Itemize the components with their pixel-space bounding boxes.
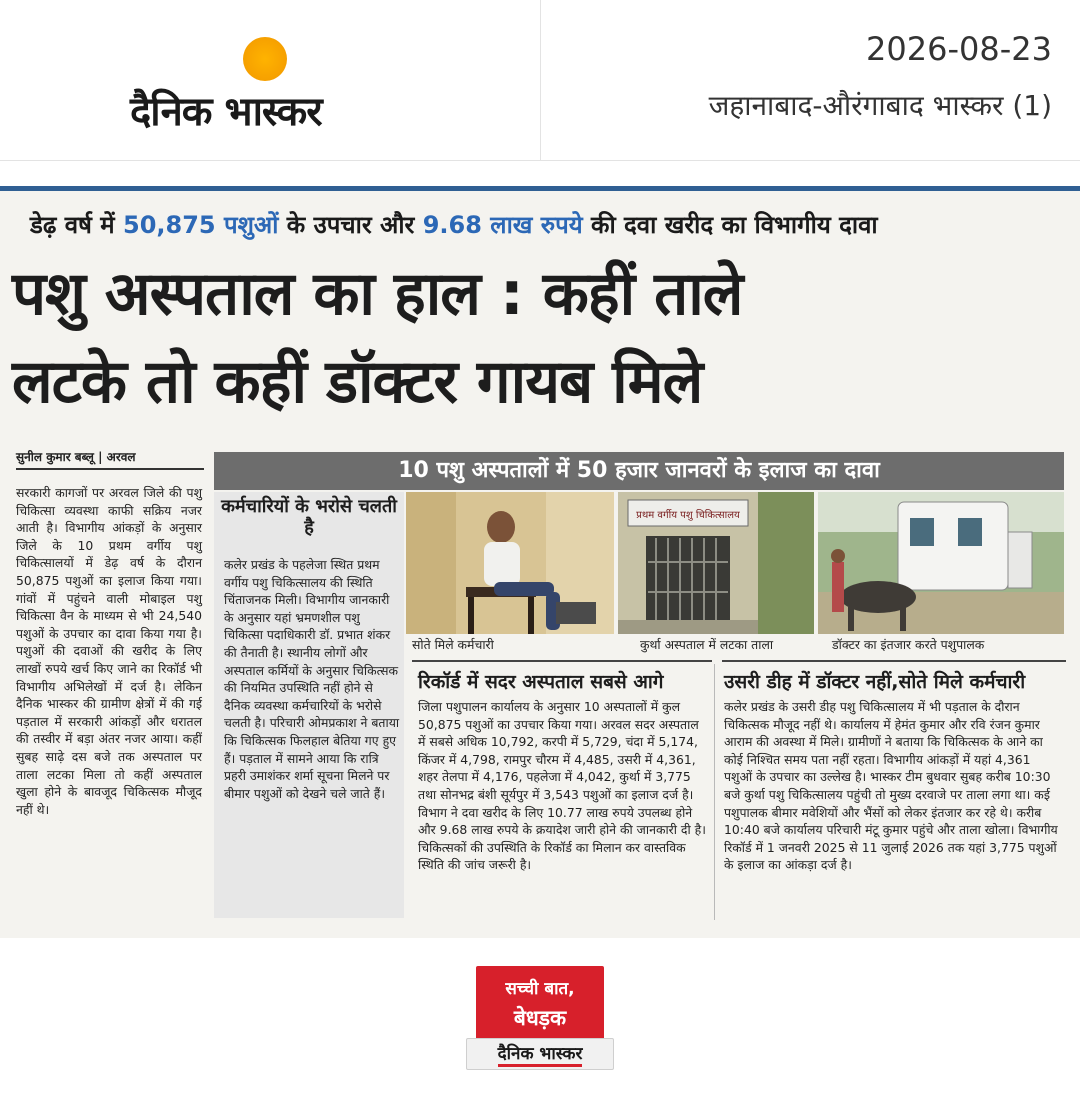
photo-sleeping-staff-illustration bbox=[406, 492, 614, 634]
sidebar-title: कर्मचारियों के भरोसे चलती है bbox=[221, 496, 397, 538]
photo-caption: कुर्था अस्पताल में लटका ताला bbox=[640, 637, 774, 652]
section-banner: 10 पशु अस्पतालों में 50 हजार जानवरों के इलाज का दावा bbox=[214, 452, 1064, 490]
emblem-brand-name bbox=[466, 1038, 614, 1070]
section1-title: रिकॉर्ड में सदर अस्पताल सबसे आगे bbox=[418, 671, 664, 693]
brand-emblem[interactable] bbox=[466, 966, 614, 1074]
byline-rule bbox=[16, 468, 204, 470]
sun-icon bbox=[243, 37, 287, 81]
intro-text: सरकारी कागजों पर अरवल जिले की पशु चिकित्सा व्यवस्था काफी सक्रिय नजर आती है। विभागीय आंकड़ों के अनुसार जिले के 10 प्रथम वर्गीय पशु चिकित्सालयों में डेढ़ वर्ष के दौरान 50,875 पशुओं का इलाज किया गया। गांवों में पहुंचने वाली मोबाइल पशु चिकित्सा वैन के माध्यम से भी 24,540 पशुओं के उपचार का दावा किया गया है। पशुओं की दवाओं की खरीद के लिए लाखों रुपये खर्च किए जाने का रिकॉर्ड भी विभागीय अभिलेखों में दर्ज है। लेकिन दैनिक भास्कर की ग्रामीण क्षेत्रों में की गई पड़ताल में सरकारी आंकड़ों और धरातल की तस्वीर में बड़ा अंतर नजर आया। कहीं सुबह साढ़े दस बजे तक अस्पताल पर ताला लटका मिला तो कहीं अस्पताल खुला होने के बावजूद चिकित्सक मौजूद नहीं थे। bbox=[16, 485, 202, 817]
photo-caption: सोते मिले कर्मचारी bbox=[412, 637, 494, 652]
header bbox=[0, 0, 1080, 160]
clipping-top-rule bbox=[0, 186, 1080, 191]
photo-farmers-waiting-illustration bbox=[818, 492, 1064, 634]
photo-sleeping-staff bbox=[406, 492, 614, 634]
headline bbox=[12, 250, 1072, 426]
kicker-part: की दवा खरीद का विभागीय दावा bbox=[582, 211, 878, 239]
sidebar-box bbox=[214, 492, 404, 918]
section1-text: जिला पशुपालन कार्यालय के अनुसार 10 अस्पतालों में कुल 50,875 पशुओं का उपचार किया गया। अरवल सदर अस्पताल में सबसे अधिक 10,792, करपी में 5,729, चंदा में 5,174, किंजर में 4,798, रामपुर चौरम में 4,485, उसरी में 4,361, शहर तेलपा में 4,176, पहलेजा में 4,042, कुर्था में 3,775 तथा सोनभद्र बंशी सूर्यपुर में 3,543 पशुओं का इलाज दर्ज है। विभाग ने दवा खरीद के लिए 10.77 लाख रुपये उपलब्ध होने और 9.68 लाख रुपये के क्रयादेश जारी होने की जानकारी दी है। चिकित्सकों की उपस्थिति के रिकॉर्ड का मिलान कर वास्तविक स्थिति की जांच जरूरी है। bbox=[418, 699, 706, 873]
brand-logo[interactable] bbox=[0, 0, 540, 160]
column-separator bbox=[714, 664, 715, 920]
photo-locked-hospital-illustration bbox=[618, 492, 814, 634]
kicker bbox=[30, 208, 1070, 241]
section-rule bbox=[722, 660, 1066, 662]
section2-text: कलेर प्रखंड के उसरी डीह पशु चिकित्सालय में भी पड़ताल के दौरान चिकित्सक मौजूद नहीं थे। कार्यालय में हेमंत कुमार और रवि रंजन कुमार आराम की अवस्था में मिले। ग्रामीणों ने बताया कि चिकित्सक के आने का कोई निश्चित समय पता नहीं रहता। विभागीय आंकड़ों में यहां 4,361 पशुओं के उपचार का उल्लेख है। भास्कर टीम बुधवार सुबह करीब 10:30 बजे कुर्था पशु चिकित्सालय पहुंची तो मुख्य दरवाजे पर ताला लगा था। कई पशुपालक बीमार मवेशियों और भैंसों को लेकर इंतजार कर रहे थे। करीब 10:40 बजे कार्यालय परिचारी मंटू कुमार पहुंचे और ताला खोला। विभागीय रिकॉर्ड में 1 जनवरी 2025 से 11 जुलाई 2026 तक यहां 3,775 पशुओं के इलाज का आंकड़ा दर्ज है। bbox=[724, 699, 1058, 873]
publication-date: 2026-08-23 bbox=[866, 30, 1052, 68]
logo-text: दैनिक भास्कर bbox=[130, 89, 322, 135]
kicker-part: डेढ़ वर्ष में bbox=[30, 211, 123, 239]
sidebar-text: कलेर प्रखंड के पहलेजा स्थित प्रथम वर्गीय पशु चिकित्सालय की स्थिति चिंताजनक मिली। विभागीय जानकारी के अनुसार यहां भ्रमणशील पशु चिकित्सा पदाधिकारी डॉ. प्रभात शंकर की तैनाती है। स्थानीय लोगों और अस्पताल कर्मियों के अनुसार चिकित्सक की नियमित उपस्थिति नहीं होने से दैनिक व्यवस्था कर्मचारियों के भरोसे चलती है। परिचारी ओमप्रकाश ने बताया कि चिकित्सक फिलहाल बेतिया गए हुए हैं। पड़ताल में सामने आया कि रात्रि प्रहरी उमाशंकर शर्मा सूचना मिलने पर बीमार पशुओं को देखने चले जाते हैं। bbox=[224, 557, 400, 801]
edition-name: जहानाबाद-औरंगाबाद भास्कर (1) bbox=[708, 89, 1052, 122]
kicker-highlight: 50,875 पशुओं bbox=[123, 211, 279, 239]
slogan-line2: बेधड़क bbox=[513, 1006, 567, 1030]
photo-locked-hospital bbox=[618, 492, 814, 634]
emblem-brand-text: दैनिक भास्कर bbox=[498, 1044, 583, 1067]
photo-farmers-waiting bbox=[818, 492, 1064, 634]
headline-line: पशु अस्पताल का हाल : कहीं ताले bbox=[12, 259, 743, 329]
header-bottom-divider bbox=[0, 160, 1080, 161]
headline-line: लटके तो कहीं डॉक्टर गायब मिले bbox=[12, 347, 703, 417]
slogan-line1: सच्ची बात, bbox=[505, 979, 575, 999]
byline: सुनील कुमार बब्लू | अरवल bbox=[16, 450, 136, 464]
photo-caption: डॉक्टर का इंतजार करते पशुपालक bbox=[832, 637, 985, 652]
section-rule bbox=[412, 660, 712, 662]
kicker-part: के उपचार और bbox=[278, 211, 423, 239]
hospital-sign: प्रथम वर्गीय पशु चिकित्सालय bbox=[636, 510, 740, 521]
section2-title: उसरी डीह में डॉक्टर नहीं,सोते मिले कर्मचारी bbox=[724, 671, 1026, 693]
kicker-highlight: 9.68 लाख रुपये bbox=[422, 211, 583, 239]
slogan-badge bbox=[476, 966, 604, 1040]
header-divider bbox=[540, 0, 541, 160]
news-clipping[interactable] bbox=[0, 186, 1080, 938]
